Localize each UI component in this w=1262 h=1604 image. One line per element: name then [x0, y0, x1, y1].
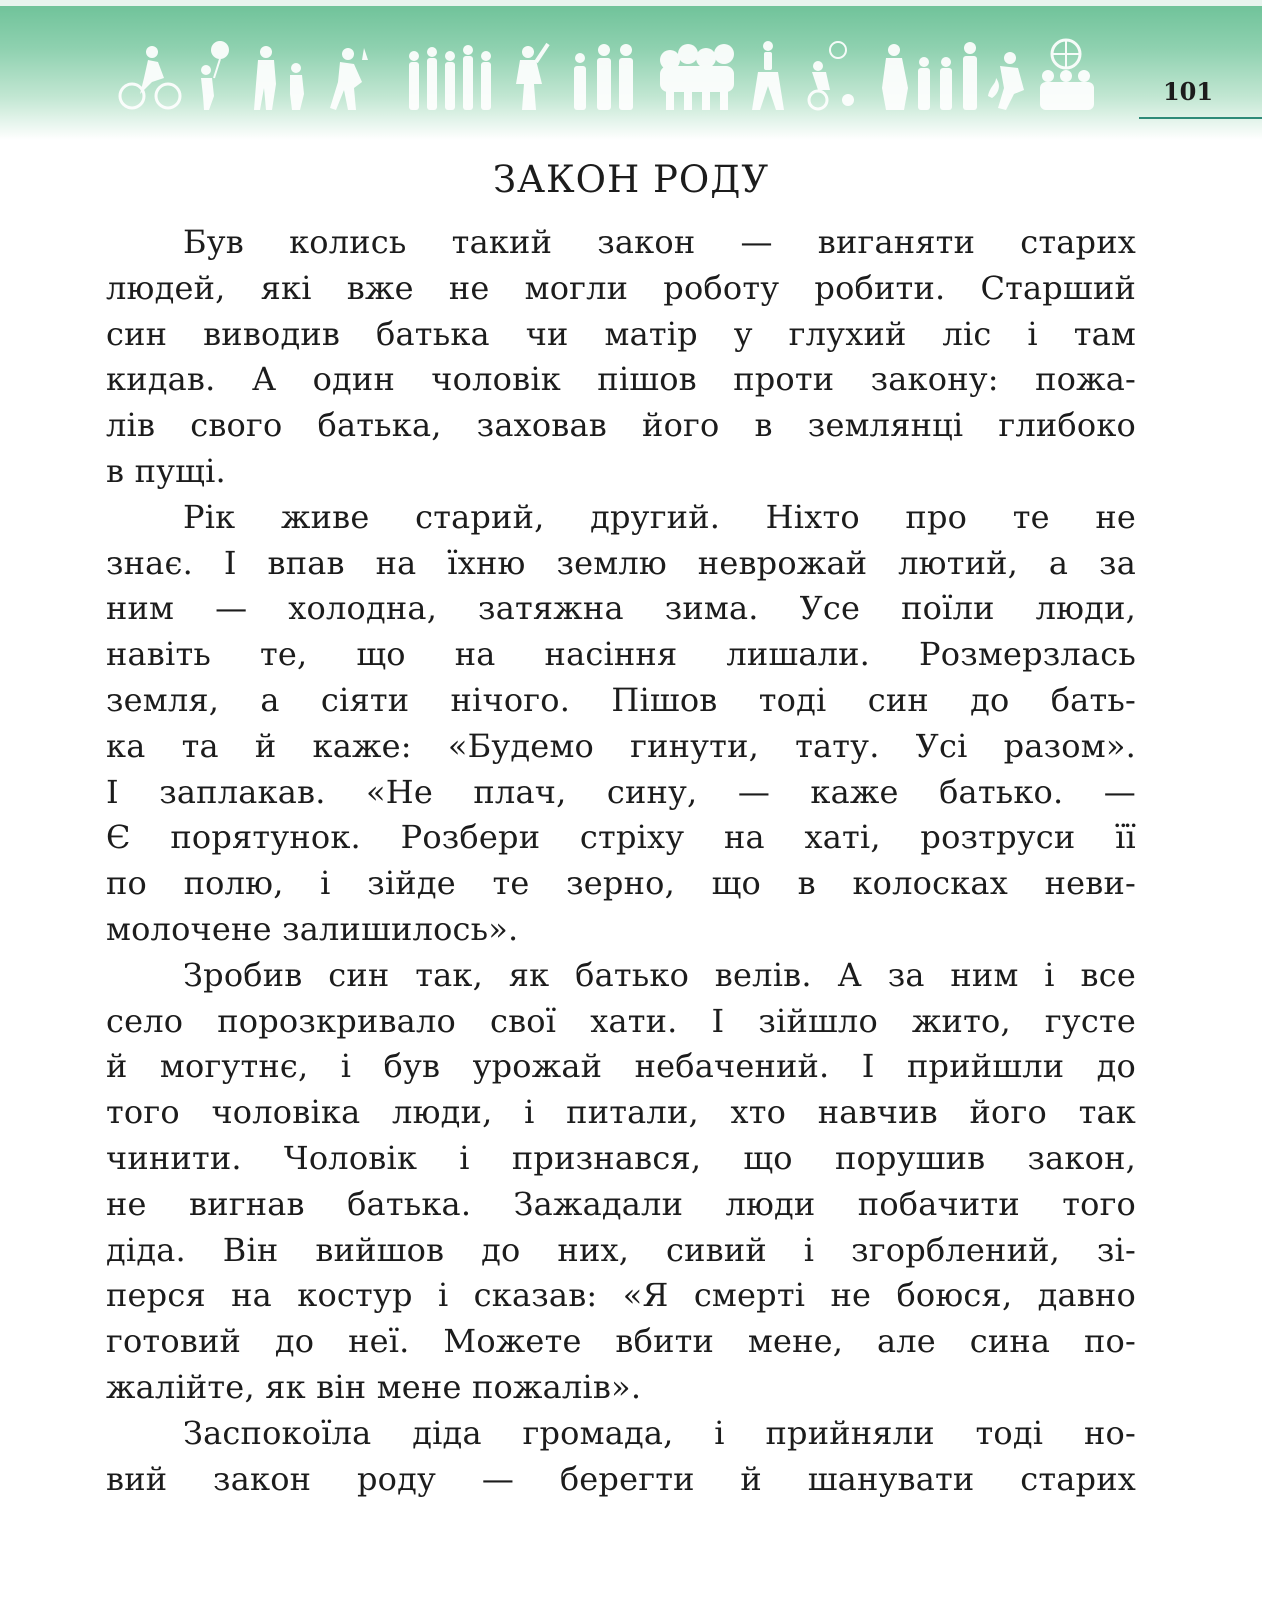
text-line: й могутнє, і був урожай небачений. І прийшли до [106, 1047, 1136, 1086]
text-line: готовий до неї. Можете вбити мене, але сина по- [106, 1322, 1136, 1361]
text-line: земля, а сіяти нічого. Пішов тоді син до бать- [106, 680, 1136, 719]
paragraph-2 [106, 495, 1136, 953]
text-line: чинити. Чоловік і признався, що порушив закон, [106, 1138, 1136, 1177]
text-line: Є порятунок. Розбери стріху на хаті, розтруси її [106, 818, 1136, 857]
text-line: в пущі. [106, 451, 226, 490]
text-line: ним — холодна, затяжна зима. Усе поїли люди, [106, 589, 1136, 628]
paragraph-1 [106, 220, 1136, 495]
text-line: навіть те, що на насіння лишали. Розмерзлась [106, 635, 1136, 674]
text-line: жалійте, як він мене пожалів». [106, 1367, 642, 1406]
text-line: того чоловіка люди, і питали, хто навчив його так [106, 1093, 1136, 1132]
text-line: І заплакав. «Не плач, сину, — каже батько. — [106, 772, 1136, 811]
text-line: ка та й каже: «Будемо гинути, тату. Усі разом». [106, 726, 1136, 765]
page-number: 101 [1162, 77, 1214, 106]
text-line: Зробив син так, як батько велів. А за ним і все [183, 955, 1136, 994]
text-line: не вигнав батька. Зажадали люди побачити того [106, 1184, 1136, 1223]
text-line: діда. Він вийшов до них, сивий і згорблений, зі- [106, 1230, 1136, 1269]
story-title: ЗАКОН РОДУ [492, 158, 770, 201]
text-line: знає. І впав на їхню землю неврожай лютий, а за [106, 543, 1136, 582]
text-line: Рік живе старий, другий. Ніхто про те не [183, 497, 1136, 536]
text-line: Заспокоїла діда громада, і прийняли тоді но- [183, 1413, 1136, 1452]
text-line: кидав. А один чоловік пішов проти закону: пожа- [106, 360, 1136, 399]
text-line: вий закон роду — берегти й шанувати старих [106, 1459, 1136, 1498]
story-body [106, 220, 1136, 1502]
text-line: людей, які вже не могли роботу робити. Старший [106, 268, 1136, 307]
text-line: перся на костур і сказав: «Я смерті не боюся, давно [106, 1276, 1136, 1315]
people-silhouettes-banner-icon [118, 38, 1108, 114]
header-banner [0, 0, 1262, 140]
text-line: син виводив батька чи матір у глухий ліс і там [106, 314, 1136, 353]
paragraph-4 [106, 1411, 1136, 1503]
paragraph-3 [106, 953, 1136, 1411]
text-line: село порозкривало свої хати. І зійшло жито, густе [106, 1001, 1136, 1040]
text-line: по полю, і зійде те зерно, що в колосках неви- [106, 864, 1136, 903]
text-line: молочене залишилось». [106, 909, 519, 948]
page-number-rule [1139, 117, 1262, 119]
text-line: лів свого батька, заховав його в землянці глибоко [106, 406, 1136, 445]
text-line: Був колись такий закон — виганяти старих [183, 223, 1136, 261]
